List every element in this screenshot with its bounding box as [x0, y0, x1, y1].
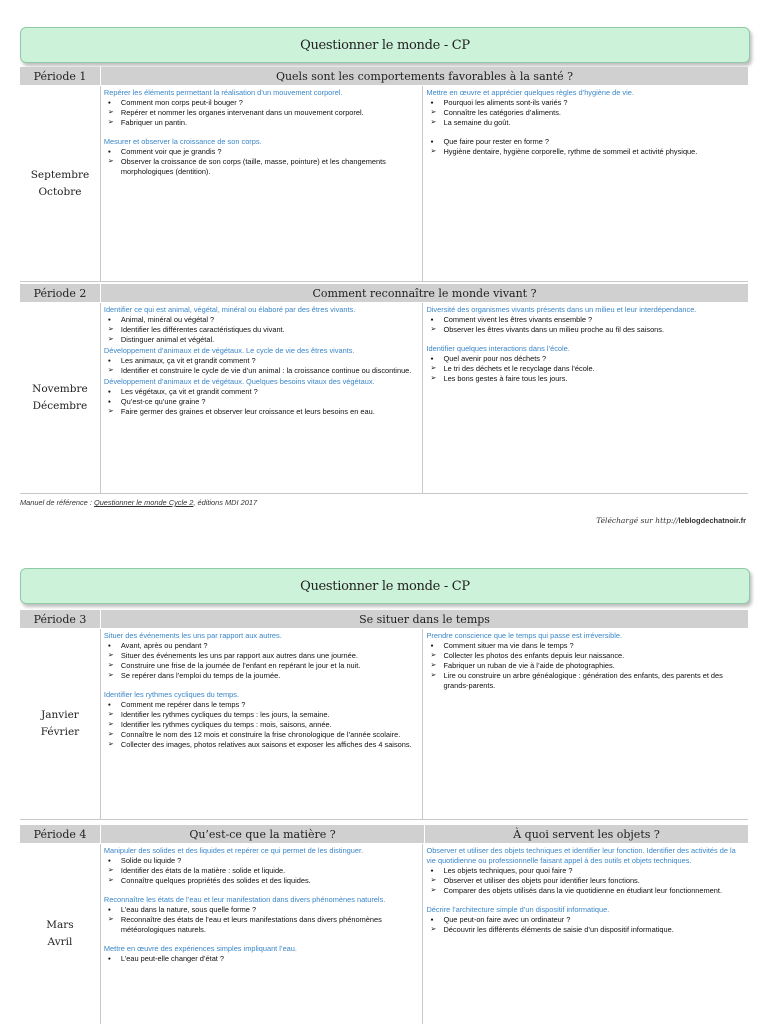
list-item: ● Comment voir que je grandis ?	[104, 147, 419, 157]
list-item: ● Les animaux, ça vit et grandit comment ?	[104, 356, 419, 366]
section-list	[104, 641, 419, 681]
content-column	[423, 86, 748, 281]
section-title: Reconnaître les états de l’eau et leur manifestation dans divers phénomènes naturels.	[103, 895, 386, 904]
list-item: ● Comment mon corps peut-il bouger ?	[104, 98, 419, 108]
content-column	[101, 629, 424, 819]
section-title: Repérer les éléments permettant la réalisation d’un mouvement corporel.	[103, 88, 343, 97]
periode-theme-left: Qu’est-ce que la matière ?	[101, 825, 424, 843]
section-list	[104, 954, 419, 964]
periode-4-body	[20, 844, 748, 1024]
list-item: ➢ Identifier des états de la matière : solide et liquide.	[104, 866, 419, 876]
section-list	[426, 915, 744, 935]
list-item: ➢ Lire ou construire un arbre généalogique : génération des enfants, des parents et des grands-parents.	[426, 671, 744, 691]
section-title: Identifier ce qui est animal, végétal, minéral ou élaboré par des êtres vivants.	[103, 305, 356, 314]
section-list	[104, 700, 419, 750]
list-item: ➢ Identifier les rythmes cycliques du temps : mois, saisons, année.	[104, 720, 419, 730]
section-list	[104, 387, 419, 417]
periode-label: Période 2	[20, 284, 101, 302]
section-title: Mettre en œuvre des expériences simples impliquant l’eau.	[103, 944, 297, 953]
list-item: ➢ Se repérer dans l’emploi du temps de la journée.	[104, 671, 419, 681]
section-title: Mesurer et observer la croissance de son corps.	[103, 137, 262, 146]
section-list	[104, 147, 419, 177]
section-title: Prendre conscience que le temps qui passe est irréversible.	[426, 631, 622, 640]
list-item: ➢ Distinguer animal et végétal.	[104, 335, 419, 345]
month-name: Septembre	[30, 168, 90, 181]
list-item: ● Animal, minéral ou végétal ?	[104, 315, 419, 325]
list-item: ● L’eau dans la nature, sous quelle forme ?	[104, 905, 419, 915]
list-item: ➢ Faire germer des graines et observer leur croissance et leurs besoins en eau.	[104, 407, 419, 417]
list-item: ➢ Découvrir les différents éléments de saisie d’un dispositif informatique.	[426, 925, 744, 935]
periode-3-header	[20, 610, 748, 628]
periode-label: Période 4	[20, 825, 101, 843]
section-list	[104, 98, 419, 128]
periode-theme-right: À quoi servent les objets ?	[424, 825, 748, 843]
content-column	[423, 844, 748, 1024]
content-column	[101, 844, 424, 1024]
list-item: ➢ Observer et utiliser des objets pour identifier leurs fonctions.	[426, 876, 744, 886]
list-item: ➢ Connaître quelques propriétés des solides et des liquides.	[104, 876, 419, 886]
section-title: Mettre en œuvre et apprécier quelques règles d’hygiène de vie.	[426, 88, 634, 97]
list-item: ➢ Fabriquer un ruban de vie à l’aide de photographies.	[426, 661, 744, 671]
list-item: ➢ Collecter les photos des enfants depuis leur naissance.	[426, 651, 744, 661]
section-title: Identifier les rythmes cycliques du temps.	[103, 690, 240, 699]
list-item: ● Les objets techniques, pour quoi faire ?	[426, 866, 744, 876]
section-list	[426, 354, 744, 384]
list-item: ● Solide ou liquide ?	[104, 856, 419, 866]
month-name: Décembre	[32, 400, 88, 412]
section-list	[104, 315, 419, 345]
list-item: ➢ Les bons gestes à faire tous les jours.	[426, 374, 744, 384]
list-item: ➢ Reconnaître des états de l’eau et leurs manifestations dans divers phénomènes météorologiques naturels.	[104, 915, 419, 935]
periode-2-body	[20, 303, 748, 494]
month-name: Janvier	[41, 709, 79, 721]
periode-3-body	[20, 629, 748, 820]
reference-book: Questionner le monde Cycle 2	[93, 498, 194, 507]
list-item: ➢ Construire une frise de la journée de l’enfant en repérant le jour et la nuit.	[104, 661, 419, 671]
list-item: ➢ Connaître les catégories d’aliments.	[426, 108, 744, 118]
list-item: ➢ Comparer des objets utilisés dans la vie quotidienne en étudiant leur fonctionnement.	[426, 886, 744, 896]
list-item: ➢ Fabriquer un pantin.	[104, 118, 419, 128]
periode-label: Période 1	[20, 67, 101, 85]
list-item: ➢ Connaître le nom des 12 mois et construire la frise chronologique de l’année scolaire.	[104, 730, 419, 740]
list-item: ● Que peut-on faire avec un ordinateur ?	[426, 915, 744, 925]
periode-4-header	[20, 825, 748, 843]
section-list	[426, 866, 744, 896]
list-item: ➢ Situer des événements les uns par rapport aux autres dans une journée.	[104, 651, 419, 661]
month-name: Février	[40, 726, 80, 738]
section-title: Diversité des organismes vivants présents dans un milieu et leur interdépendance.	[426, 305, 697, 314]
periode-theme: Comment reconnaître le monde vivant ?	[101, 284, 748, 302]
section-title: Identifier quelques interactions dans l’école.	[426, 344, 570, 353]
list-item: ➢ Le tri des déchets et le recyclage dans l’école.	[426, 364, 744, 374]
content-column	[423, 629, 748, 819]
list-item: ● Comment vivent les êtres vivants ensemble ?	[426, 315, 744, 325]
list-item: ● Comment me repérer dans le temps ?	[104, 700, 419, 710]
section-list	[104, 356, 419, 376]
section-title: Développement d’animaux et de végétaux. Le cycle de vie des êtres vivants.	[103, 346, 355, 355]
list-item: ➢ Identifier les rythmes cycliques du temps : les jours, la semaine.	[104, 710, 419, 720]
month-name: Mars	[46, 919, 74, 931]
periode-label: Période 3	[20, 610, 101, 628]
section-title: Manipuler des solides et des liquides et repérer ce qui permet de les distinguer.	[103, 846, 364, 855]
list-item: ● Comment situer ma vie dans le temps ?	[426, 641, 744, 651]
periode-1-body	[20, 86, 748, 282]
download-note: Téléchargé sur http://leblogdechatnoir.fr	[596, 516, 746, 525]
section-list	[104, 905, 419, 935]
section-list	[426, 98, 744, 128]
month-cell	[20, 844, 101, 1024]
periode-theme: Se situer dans le temps	[101, 610, 748, 628]
banner-title: Questionner le monde - CP	[20, 568, 750, 604]
list-item: ● L’eau peut-elle changer d’état ?	[104, 954, 419, 964]
list-item: ● Qu’est-ce qu’une graine ?	[104, 397, 419, 407]
list-item: ● Pourquoi les aliments sont-ils variés ?	[426, 98, 744, 108]
month-name: Novembre	[32, 383, 88, 395]
list-item: ● Avant, après ou pendant ?	[104, 641, 419, 651]
banner-title: Questionner le monde - CP	[20, 27, 750, 63]
section-list	[426, 641, 744, 691]
periode-theme: Quels sont les comportements favorables à la santé ?	[101, 67, 748, 85]
periode-1-header	[20, 67, 748, 85]
section-title: Situer des événements les uns par rapport aux autres.	[103, 631, 282, 640]
reference-note: Manuel de référence : Questionner le monde Cycle 2, éditions MDI 2017	[20, 498, 258, 507]
list-item: ● Quel avenir pour nos déchets ?	[426, 354, 744, 364]
content-column	[101, 86, 424, 281]
list-item: ● Les végétaux, ça vit et grandit comment ?	[104, 387, 419, 397]
list-item: ➢ Observer la croissance de son corps (taille, masse, pointure) et les changements morphologiques (dentition).	[104, 157, 419, 177]
list-item: ➢ Hygiène dentaire, hygiène corporelle, rythme de sommeil et activité physique.	[426, 147, 744, 157]
month-name: Avril	[47, 936, 73, 948]
list-item: ● Que faire pour rester en forme ?	[426, 137, 744, 147]
periode-2-header	[20, 284, 748, 302]
list-item: ➢ Collecter des images, photos relatives aux saisons et exposer les affiches des 4 saisons.	[104, 740, 419, 750]
month-name: Octobre	[38, 185, 82, 198]
list-item: ➢ Identifier les différentes caractéristiques du vivant.	[104, 325, 419, 335]
content-column	[101, 303, 424, 493]
download-site[interactable]: leblogdechatnoir.fr	[678, 516, 746, 525]
content-column	[423, 303, 748, 493]
section-list	[426, 315, 744, 335]
section-title: Décrire l’architecture simple d’un dispositif informatique.	[426, 905, 610, 914]
section-title: Développement d’animaux et de végétaux. Quelques besoins vitaux des végétaux.	[103, 377, 375, 386]
month-cell	[20, 86, 101, 281]
list-item: ➢ Repérer et nommer les organes intervenant dans un mouvement corporel.	[104, 108, 419, 118]
section-list	[104, 856, 419, 886]
section-list	[426, 137, 744, 157]
month-cell	[20, 303, 101, 493]
list-item: ➢ Identifier et construire le cycle de vie d’un animal : la croissance continue ou discontinue.	[104, 366, 419, 376]
month-cell	[20, 629, 101, 819]
list-item: ➢ Observer les êtres vivants dans un milieu proche au fil des saisons.	[426, 325, 744, 335]
section-title: Observer et utiliser des objets techniques et identifier leur fonction. Identifier des activités de la vie quotidienne ou professionnelle faisant appel à des outils et objets techniques.	[426, 846, 736, 865]
list-item: ➢ La semaine du goût.	[426, 118, 744, 128]
